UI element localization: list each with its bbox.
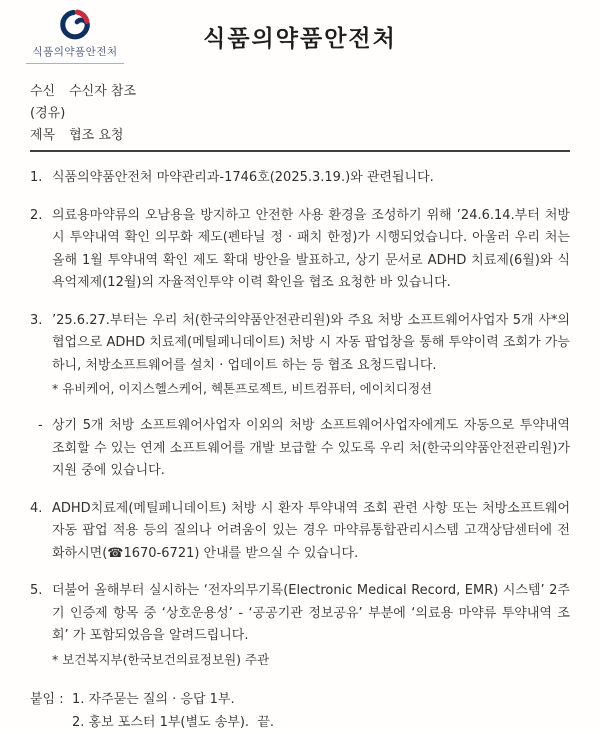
attachments-label-spacer (30, 711, 72, 734)
paragraph-text: 상기 5개 처방 소프트웨어사업자 이외의 처방 소프트웨어사업자에게도 자동으로 투약내역 조회할 수 있는 연계 소프트웨어를 개발 보급할 수 있도록 우리 처(한국의약품안전관리원)가 지원 중에 있습니다. (52, 418, 570, 478)
paragraph-footnote: * 유비케어, 이지스헬스케어, 헥톤프로젝트, 비트컴퓨터, 에이치디정션 (52, 381, 433, 396)
paragraph-marker: - (38, 418, 43, 433)
paragraph-text: ADHD치료제(메틸페니데이트) 처방 시 환자 투약내역 조회 관련 사항 또는 처방소프트웨어 자동 팝업 적용 등의 질의나 어려움이 있는 경우 마약류통합관리시스템 고객상담센터에 전화하시면(☎1670-6721) 안내를 받으실 수 있습니다. (52, 500, 570, 561)
paragraph-text (52, 580, 570, 671)
paragraph-marker: 4. (30, 500, 43, 516)
paragraph-text: 식품의약품안전처 마약관리과-1746호(2025.3.19.)와 관련됩니다. (52, 170, 434, 185)
agency-logo (26, 7, 124, 64)
subject-row (30, 125, 570, 147)
paragraph-dash (30, 415, 570, 483)
paragraph-marker: 5. (30, 583, 43, 598)
paragraph-footnote: * 보건복지부(한국보건의료정보원) 주관 (52, 651, 270, 667)
subject-value: 협조 요청 (69, 128, 124, 143)
attachment-row (30, 688, 570, 711)
paragraph-marker: 1. (30, 170, 43, 185)
attachment-item: 2. 홍보 포스터 1부(별도 송부). 끝. (72, 714, 275, 730)
via-row: (경유) (30, 106, 66, 121)
paragraph-2 (30, 205, 570, 295)
attachments-label: 붙임 : (30, 691, 64, 707)
paragraph-text-content: 더불어 올해부터 실시하는 ‘전자의무기록(Electronic Medical Record, EMR) 시스템’ 2주기 인증제 항목 중 ‘상호운용성’ - ‘공공기관 정보공유’ 부분에 ‘의료용 마약류 투약내역 조회’ 가 포함되었음을 알려드립니다. (52, 583, 570, 643)
attachment-item: 1. 자주묻는 질의 · 응답 1부. (72, 691, 235, 707)
subject-divider (30, 150, 570, 152)
agency-logo-label: 식품의약품안전처 (32, 46, 118, 58)
recipient-label: 수신 (30, 84, 56, 99)
paragraph-1 (30, 167, 570, 190)
recipient-value: 수신자 참조 (69, 84, 137, 99)
paragraph-5 (30, 580, 570, 671)
paragraph-marker: 3. (30, 312, 43, 328)
paragraph-text-content: ’25.6.27.부터는 우리 처(한국의약품안전관리원)와 주요 처방 소프트웨어사업자 5개 사*의 협업으로 ADHD 치료제(메틸페니데이트) 처방 시 자동 팝업창을 통해 투약이력 조회가 가능하니, 처방소프트웨어를 설치 · 업데이트 하는 등 협조 요청드립니다. (52, 312, 570, 373)
government-emblem-icon (58, 7, 92, 41)
recipient-row (30, 81, 570, 103)
attachment-row (30, 711, 570, 734)
document-title: 식품의약품안전처 (203, 26, 397, 52)
paragraph-marker: 2. (30, 207, 43, 223)
paragraph-3 (30, 310, 570, 401)
document-body (30, 167, 570, 671)
paragraph-text: 의료용마약류의 오남용을 방지하고 안전한 사용 환경을 조성하기 위해 ’24.6.14.부터 처방 시 투약내역 확인 의무화 제도(펜타닐 정 · 패치 한정)가 시행되었습니다. 아울러 우리 처는 올해 1월 투약내역 확인 제도 확대 방안을 발표하고, 상기 문서로 ADHD 치료제(6월)와 식욕억제제(12월)의 자율적인투약 이력 확인을 협조 요청한 바 있습니다. (52, 207, 570, 290)
paragraph-4 (30, 498, 570, 566)
paragraph-text (52, 310, 570, 401)
subject-label: 제목 (30, 128, 56, 143)
document-meta (30, 81, 570, 147)
